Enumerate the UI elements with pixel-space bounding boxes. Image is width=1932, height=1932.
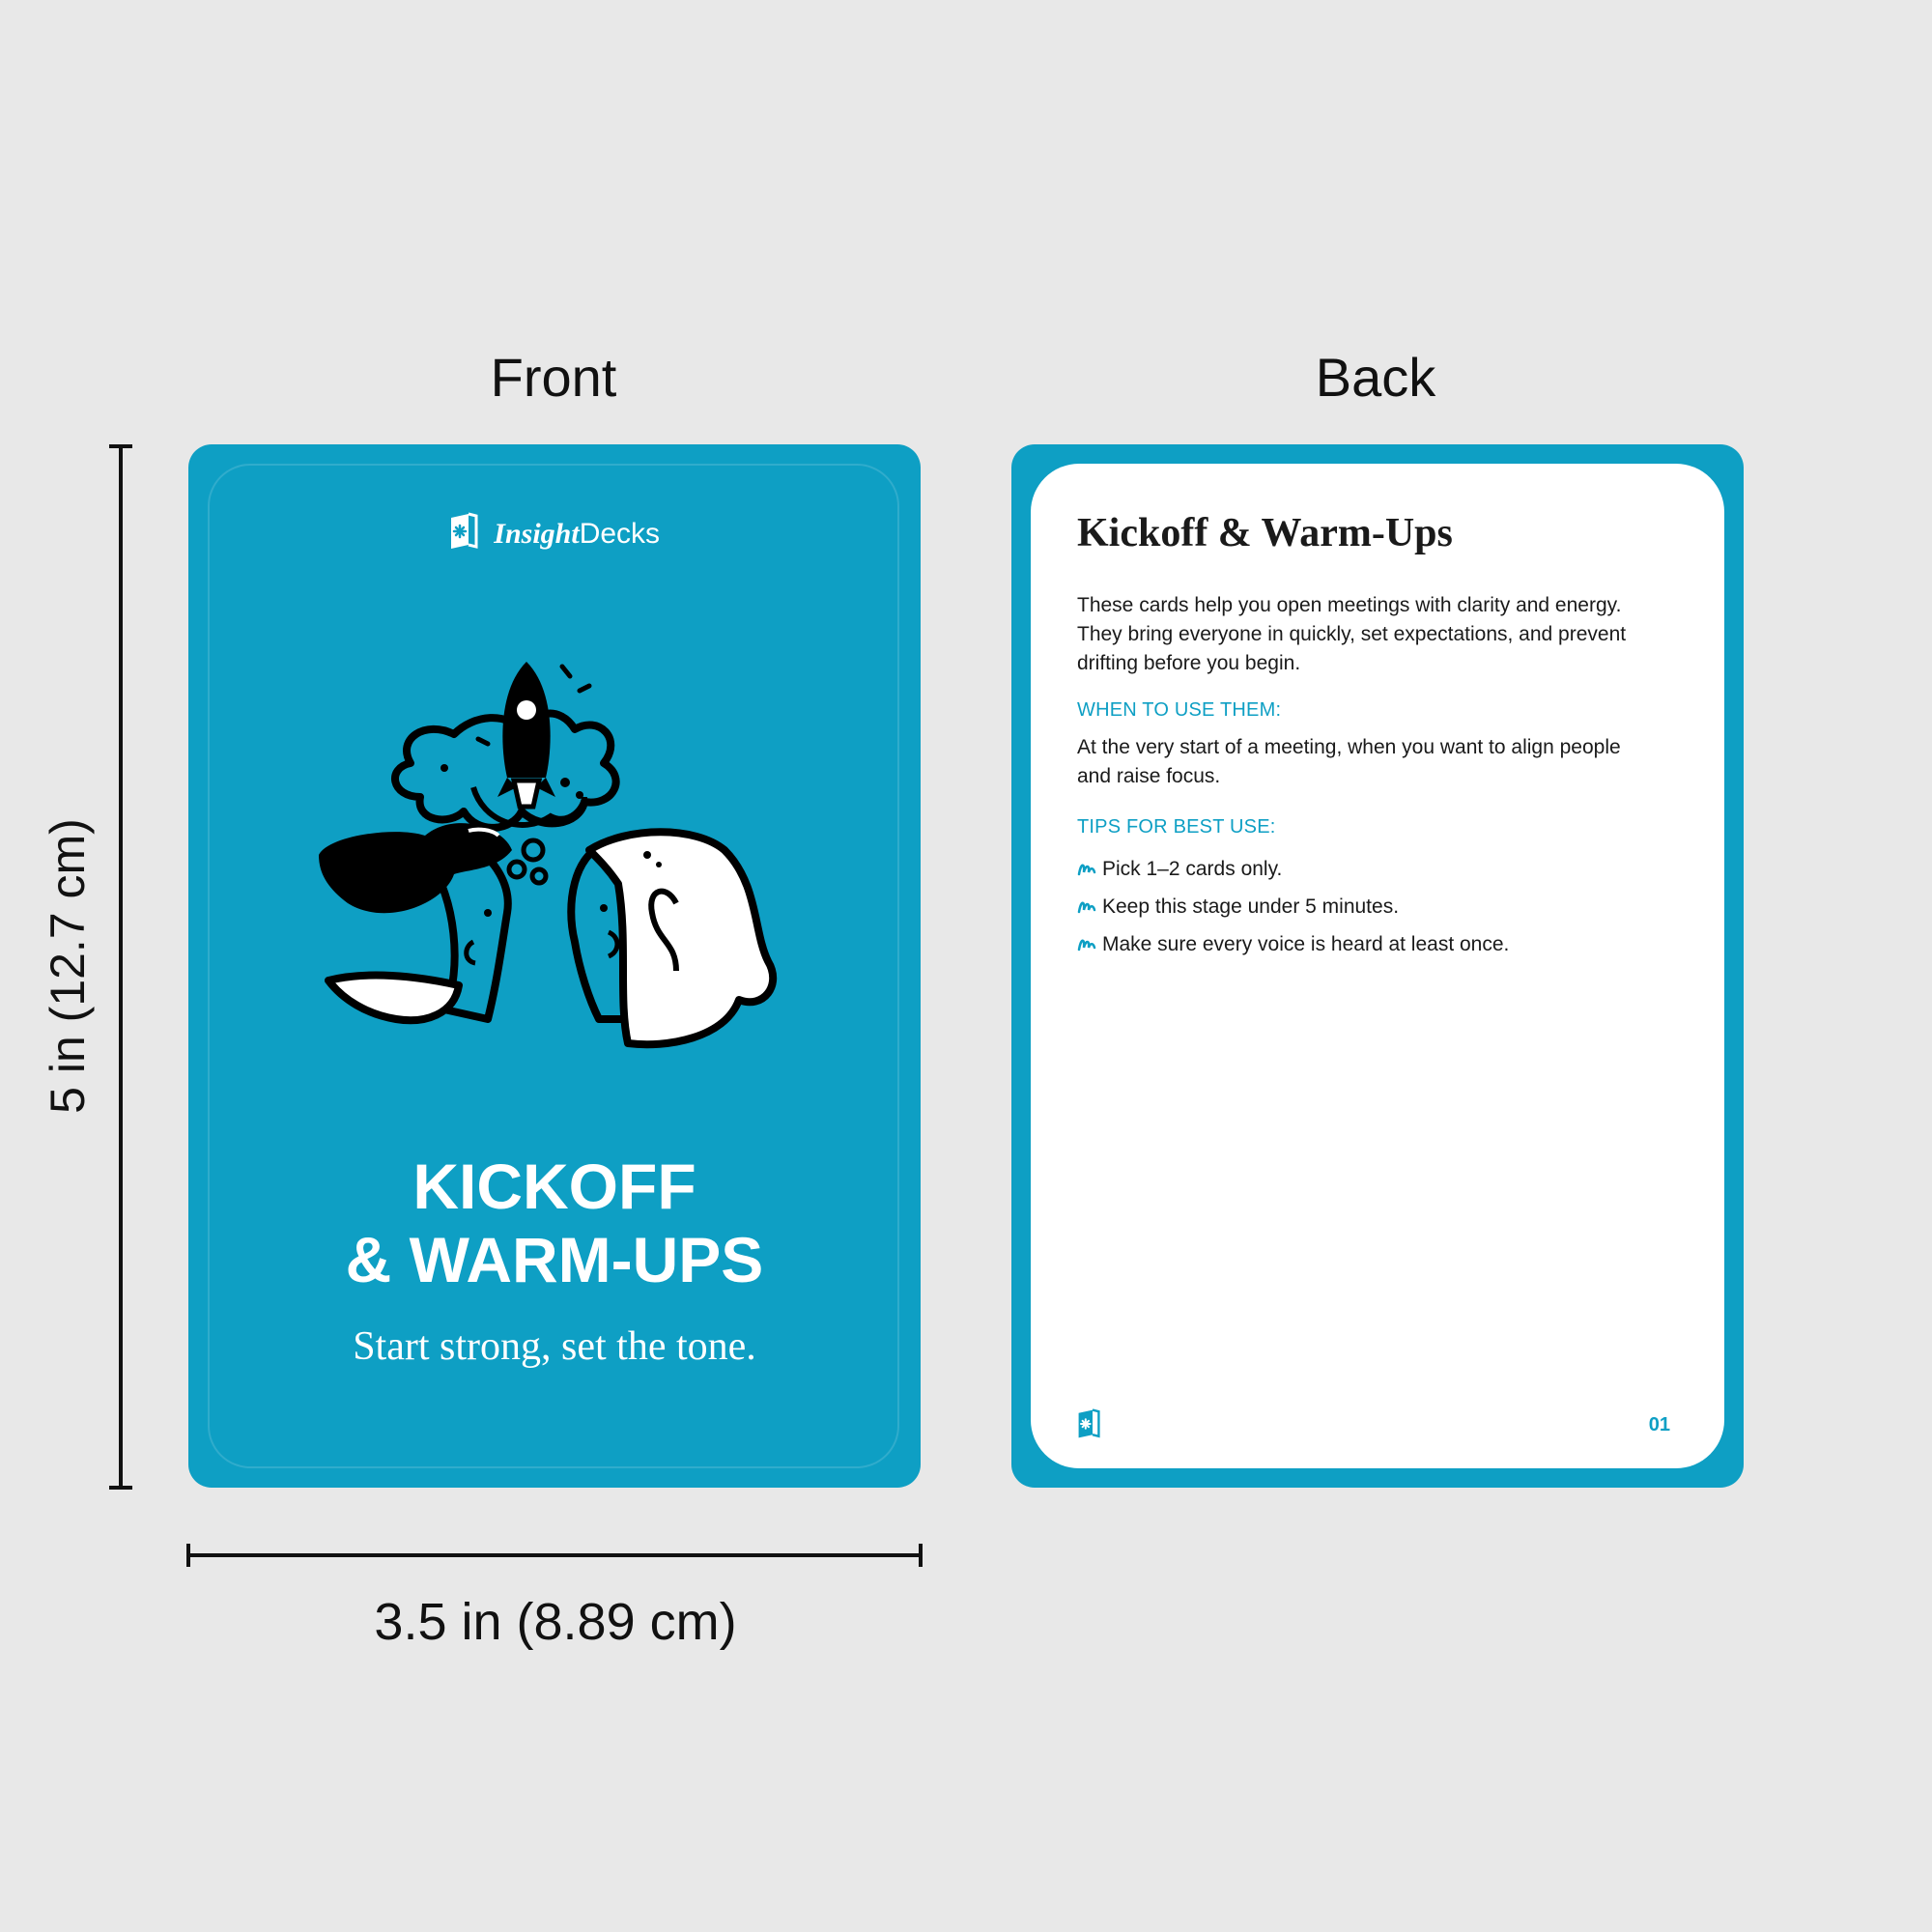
when-heading: WHEN TO USE THEM: bbox=[1077, 699, 1282, 721]
front-title bbox=[188, 1150, 921, 1296]
back-card-content bbox=[1031, 464, 1724, 1468]
list-item bbox=[1077, 925, 1686, 963]
front-card bbox=[188, 444, 921, 1488]
height-dimension-cap-bottom bbox=[109, 1486, 132, 1490]
height-dimension-label: 5 in (12.7 cm) bbox=[41, 818, 95, 1114]
back-description: These cards help you open meetings with clarity and energy. They bring everyone in quickly, set expectations, and prevent drifting before you begin. bbox=[1077, 594, 1627, 674]
book-asterisk-icon bbox=[449, 512, 478, 558]
tip-text: Pick 1–2 cards only. bbox=[1102, 858, 1283, 880]
brand-logo bbox=[188, 512, 921, 558]
tip-text: Keep this stage under 5 minutes. bbox=[1102, 895, 1400, 918]
width-dimension-label: 3.5 in (8.89 cm) bbox=[374, 1593, 737, 1651]
width-dimension-cap-left bbox=[186, 1544, 190, 1567]
list-item bbox=[1077, 850, 1686, 888]
back-card bbox=[1011, 444, 1744, 1488]
tips-list bbox=[1077, 850, 1686, 963]
when-text: At the very start of a meeting, when you want to align people and raise focus. bbox=[1077, 736, 1621, 787]
width-dimension-line bbox=[188, 1553, 923, 1557]
height-dimension-cap-top bbox=[109, 444, 132, 448]
squiggle-icon bbox=[1077, 936, 1096, 953]
book-asterisk-icon bbox=[1077, 1408, 1100, 1444]
kickoff-illustration bbox=[309, 652, 792, 1096]
front-title-line-1: KICKOFF bbox=[412, 1151, 696, 1222]
brand-name-decks: Decks bbox=[579, 517, 661, 550]
squiggle-icon bbox=[1077, 861, 1096, 878]
back-title: Kickoff & Warm-Ups bbox=[1077, 511, 1453, 555]
height-dimension-line bbox=[119, 446, 123, 1490]
list-item bbox=[1077, 888, 1686, 925]
brand-name-insight: Insight bbox=[494, 517, 580, 550]
front-title-line-2: & WARM-UPS bbox=[345, 1224, 764, 1295]
back-label: Back bbox=[1315, 347, 1436, 408]
front-subtitle: Start strong, set the tone. bbox=[353, 1324, 756, 1369]
tip-text: Make sure every voice is heard at least once. bbox=[1102, 933, 1510, 955]
tips-heading: TIPS FOR BEST USE: bbox=[1077, 816, 1276, 838]
squiggle-icon bbox=[1077, 898, 1096, 916]
front-label: Front bbox=[490, 347, 617, 408]
width-dimension-cap-right bbox=[919, 1544, 923, 1567]
page-number: 01 bbox=[1648, 1414, 1670, 1435]
